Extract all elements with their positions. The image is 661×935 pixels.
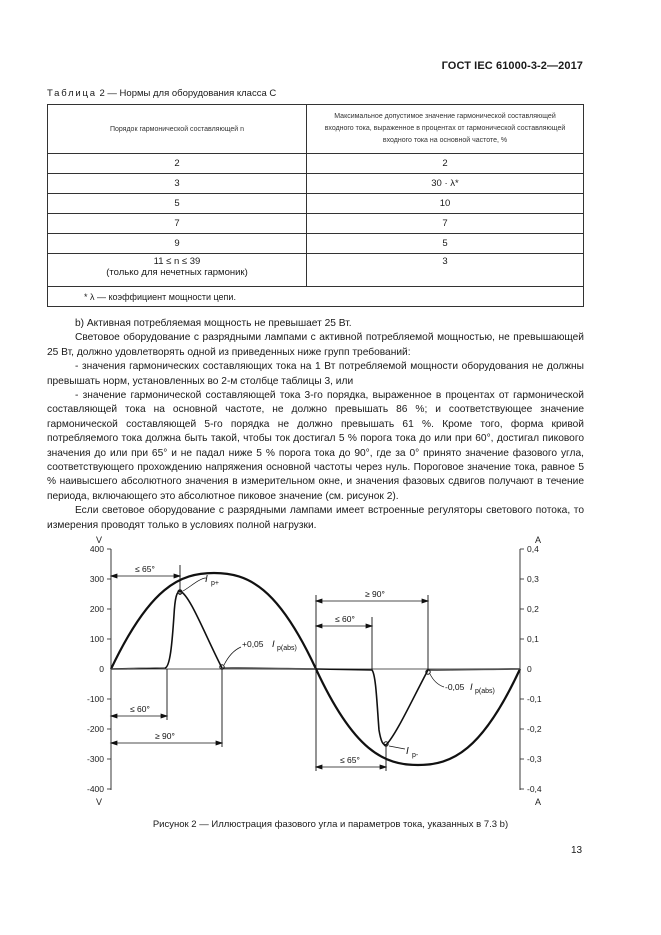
right-tick-label: 0,3 [527, 574, 539, 584]
right-ticks [520, 549, 524, 789]
label-ip-plus-sub: p+ [211, 580, 219, 587]
paragraph-requirements: Световое оборудование с разрядными лампами с активной потребляемой мощностью, не превышающей 25 Вт, должно удовлетворять одной из приведенных ниже групп требований: [47, 332, 584, 358]
table-row [48, 194, 584, 214]
left-tick-label: 100 [89, 634, 104, 644]
leader-pos-threshold [224, 647, 241, 665]
right-tick-label: -0,1 [527, 694, 542, 704]
label-ip-minus-sub: p- [412, 752, 419, 759]
col-header-order: Порядок гармонической составляющей n [48, 105, 307, 154]
label-neg-threshold-i: I [470, 682, 473, 693]
table-footnote-row [48, 287, 584, 307]
left-tick-label: 0 [99, 664, 104, 674]
right-tick-label: -0,4 [527, 784, 542, 794]
norms-table [47, 104, 584, 307]
cell-order: 2 [48, 154, 307, 174]
reference-lines [167, 565, 428, 771]
table-row [48, 214, 584, 234]
cell-order: 3 [48, 174, 307, 194]
cell-value: 10 [307, 194, 584, 214]
paragraph-option-2: - значение гармонической составляющей тока 3-го порядка, выраженное в процентах от гармонической составляющей тока на основной частоте, не должно превышать 86 %; и соответствующее значение гармонической составляющей 5-го порядка не должно превышать 61 %. Кроме того, форма кривой потребляемого тока должна быть такой, чтобы ток достигал 5 % порога тока до или при 60°, достигал пикового значения до или при 65° и не падал ниже 5 % порога тока до 90°, где за 0° принято значение фазового угла, соответствующего прохождению напряжения основной частоты через нуль. Пороговое значение тока, равное 5 % наивысшего абсолютного значения в измерительном окне, и значения фазовых сдвигов получают в течение периода, включающего это абсолютное пиковое значение (см. рисунок 2). [47, 390, 584, 502]
right-tick-label: 0,4 [527, 544, 539, 554]
col-header-max-value: Максимальное допустимое значение гармонической составляющей входного тока, выраженное в процентах от гармонической составляющей входного тока на основной частоте, % [307, 105, 584, 154]
left-tick-label: 300 [89, 574, 104, 584]
document-header: ГОСТ IEC 61000-3-2—2017 [441, 60, 583, 72]
left-tick-label: -300 [86, 754, 104, 764]
left-tick-label: 400 [89, 544, 104, 554]
left-unit-bottom: V [96, 797, 103, 807]
right-tick-label: -0,3 [527, 754, 542, 764]
label-pos-threshold: +0,05 [242, 639, 264, 649]
label-pos-threshold-sub: p(abs) [277, 645, 297, 652]
cell-order: 7 [48, 214, 307, 234]
right-tick-label: 0,1 [527, 634, 539, 644]
table-row [48, 254, 584, 287]
table-row [48, 174, 584, 194]
cell-value: 2 [307, 154, 584, 174]
table-header-row [48, 105, 584, 154]
label-ip-plus-i: I [205, 574, 208, 585]
paragraph-dimmers: Если световое оборудование с разрядными лампами имеет встроенные регуляторы светового потока, то измерения проводят только в условиях полной нагрузки. [47, 505, 584, 531]
cell-value: 5 [307, 234, 584, 254]
leader-neg-threshold [430, 674, 444, 687]
page-number: 13 [571, 845, 583, 856]
cell-value: 3 [307, 254, 584, 287]
right-tick-label: 0 [527, 664, 532, 674]
table-caption-word: Таблица [47, 88, 97, 99]
body-text [47, 317, 584, 533]
right-tick-labels [527, 544, 542, 794]
cell-value: 7 [307, 214, 584, 234]
table-caption [47, 88, 276, 99]
leader-ip-minus [389, 746, 405, 749]
label-le-65-positive: ≤ 65° [135, 564, 155, 574]
right-unit-top: A [535, 535, 542, 545]
left-tick-label: -100 [86, 694, 104, 704]
paragraph-b: b) Активная потребляемая мощность не превышает 25 Вт. [75, 318, 352, 329]
label-le-60-negative: ≤ 60° [335, 614, 355, 624]
right-tick-label: 0,2 [527, 604, 539, 614]
cell-order-note: (только для нечетных гармоник) [106, 267, 248, 278]
label-neg-threshold-sub: p(abs) [475, 688, 495, 695]
right-unit-bottom: A [535, 797, 542, 807]
cell-order: 5 [48, 194, 307, 214]
table-footnote: * λ — коэффициент мощности цепи. [48, 287, 584, 307]
label-ge-90-positive: ≥ 90° [155, 731, 175, 741]
cell-order: 9 [48, 234, 307, 254]
label-ge-90-negative: ≥ 90° [365, 589, 385, 599]
cell-value: 30 · λ* [307, 174, 584, 194]
label-neg-threshold: -0,05 [445, 682, 465, 692]
table-row [48, 154, 584, 174]
left-tick-label: -200 [86, 724, 104, 734]
table-caption-title: 2 — Нормы для оборудования класса С [96, 88, 277, 99]
label-le-60-positive: ≤ 60° [130, 704, 150, 714]
left-tick-label: 200 [89, 604, 104, 614]
right-tick-label: -0,2 [527, 724, 542, 734]
phase-angle-figure [0, 535, 661, 815]
figure-caption: Рисунок 2 — Иллюстрация фазового угла и параметров тока, указанных в 7.3 b) [152, 819, 509, 830]
leader-ip-plus [183, 578, 206, 591]
label-pos-threshold-i: I [272, 639, 275, 650]
label-le-65-negative: ≤ 65° [340, 755, 360, 765]
left-tick-labels [87, 544, 104, 794]
left-ticks [107, 549, 111, 789]
left-unit-top: V [96, 535, 103, 545]
table-row [48, 234, 584, 254]
cell-order-range: 11 ≤ n ≤ 39 [153, 256, 201, 267]
cell-order [48, 254, 307, 287]
paragraph-option-1: - значения гармонических составляющих тока на 1 Вт потребляемой мощности оборудования не должны превышать норм, установленных во 2-м столбце таблицы 3, или [47, 361, 584, 387]
label-ip-minus-i: I [406, 746, 409, 757]
left-tick-label: -400 [86, 784, 104, 794]
